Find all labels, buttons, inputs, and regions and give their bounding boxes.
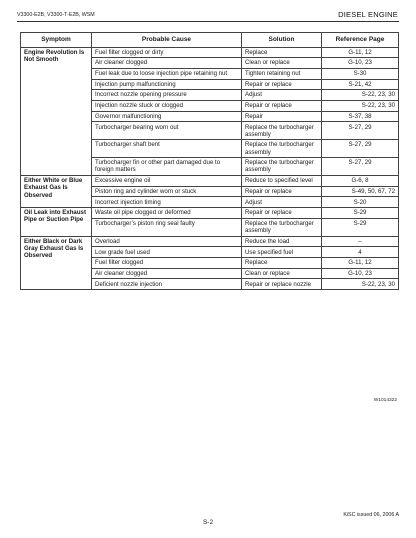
reference-cell: G-6, 8 (322, 175, 399, 186)
reference-cell: S-22, 23, 30 (322, 100, 399, 111)
solution-cell: Reduce the load (242, 236, 322, 247)
reference-cell: 4 (322, 247, 399, 258)
col-header-cause: Probable Cause (92, 33, 242, 48)
cause-cell: Excessive engine oil (92, 175, 242, 186)
table-row (21, 236, 399, 247)
reference-cell: G-10, 23 (322, 268, 399, 279)
cause-cell: Governor malfunctioning (92, 111, 242, 122)
cause-cell: Incorrect nozzle opening pressure (92, 90, 242, 101)
solution-cell: Repair or replace (242, 79, 322, 90)
solution-cell: Repair (242, 111, 322, 122)
table-row (21, 47, 399, 58)
reference-cell: G-10, 23 (322, 58, 399, 69)
cause-cell: Air cleaner clogged (92, 268, 242, 279)
reference-cell: G-11, 12 (322, 47, 399, 58)
table-row (21, 208, 399, 219)
col-header-reference: Reference Page (322, 33, 399, 48)
solution-cell: Repair or replace (242, 186, 322, 197)
cause-cell: Turbocharger fin or other part damaged due to foreign matters (92, 158, 242, 176)
reference-cell: S-22, 23, 30 (322, 279, 399, 290)
table-header-row (21, 33, 399, 48)
cause-cell: Piston ring and cylinder worn or stuck (92, 186, 242, 197)
cause-cell: Turbocharger shaft bent (92, 140, 242, 158)
cause-cell: Injection pump malfunctioning (92, 79, 242, 90)
table-row (21, 175, 399, 186)
cause-cell: Deficient nozzle injection (92, 279, 242, 290)
reference-cell: S-22, 23, 30 (322, 90, 399, 101)
issue-note: KiSC issued 06, 2006 A (343, 512, 399, 518)
reference-cell: S-37, 38 (322, 111, 399, 122)
header-rule (17, 21, 399, 22)
figure-code: W1014322 (373, 398, 397, 403)
cause-cell: Fuel filter clogged or dirty (92, 47, 242, 58)
reference-cell: – (322, 236, 399, 247)
solution-cell: Replace the turbocharger assembly (242, 140, 322, 158)
reference-cell: S-49, 50, 67, 72 (322, 186, 399, 197)
solution-cell: Tighten retaining nut (242, 68, 322, 79)
symptom-cell: Engine Revolution Is Not Smooth (21, 47, 92, 175)
solution-cell: Adjust (242, 197, 322, 208)
cause-cell: Turbocharger’s piston ring seal faulty (92, 218, 242, 236)
cause-cell: Overload (92, 236, 242, 247)
header-section: DIESEL ENGINE (338, 10, 398, 19)
symptom-cell: Either White or Blue Exhaust Gas Is Observed (21, 175, 92, 207)
cause-cell: Fuel filter clogged (92, 258, 242, 269)
troubleshooting-table (20, 32, 399, 290)
reference-cell: S-29 (322, 218, 399, 236)
solution-cell: Replace the turbocharger assembly (242, 218, 322, 236)
col-header-symptom: Symptom (21, 33, 92, 48)
reference-cell: S-21, 42 (322, 79, 399, 90)
solution-cell: Repair or replace nozzle (242, 279, 322, 290)
reference-cell: S-27, 29 (322, 122, 399, 140)
header-models: V3300-E2B, V3300-T-E2B, WSM (17, 12, 95, 18)
solution-cell: Replace (242, 258, 322, 269)
reference-cell: S-30 (322, 68, 399, 79)
symptom-cell: Either Black or Dark Gray Exhaust Gas Is Observed (21, 236, 92, 289)
reference-cell: G-11, 12 (322, 258, 399, 269)
cause-cell: Waste oil pipe clogged or deformed (92, 208, 242, 219)
reference-cell: S-27, 29 (322, 140, 399, 158)
cause-cell: Turbocharger bearing worn out (92, 122, 242, 140)
solution-cell: Replace (242, 47, 322, 58)
solution-cell: Clean or replace (242, 268, 322, 279)
symptom-cell: Oil Leak into Exhaust Pipe or Suction Pipe (21, 208, 92, 237)
solution-cell: Replace the turbocharger assembly (242, 158, 322, 176)
cause-cell: Incorrect injection timing (92, 197, 242, 208)
solution-cell: Repair or replace (242, 208, 322, 219)
reference-cell: S-29 (322, 208, 399, 219)
solution-cell: Clean or replace (242, 58, 322, 69)
solution-cell: Adjust (242, 90, 322, 101)
solution-cell: Repair or replace (242, 100, 322, 111)
solution-cell: Reduce to specified level (242, 175, 322, 186)
cause-cell: Low grade fuel used (92, 247, 242, 258)
col-header-solution: Solution (242, 33, 322, 48)
reference-cell: S-20 (322, 197, 399, 208)
page-number: S-2 (202, 519, 214, 526)
cause-cell: Air cleaner clogged (92, 58, 242, 69)
solution-cell: Replace the turbocharger assembly (242, 122, 322, 140)
reference-cell: S-27, 29 (322, 158, 399, 176)
cause-cell: Fuel leak due to loose injection pipe retaining nut (92, 68, 242, 79)
cause-cell: Injection nozzle stuck or clogged (92, 100, 242, 111)
table-body (21, 47, 399, 290)
solution-cell: Use specified fuel (242, 247, 322, 258)
